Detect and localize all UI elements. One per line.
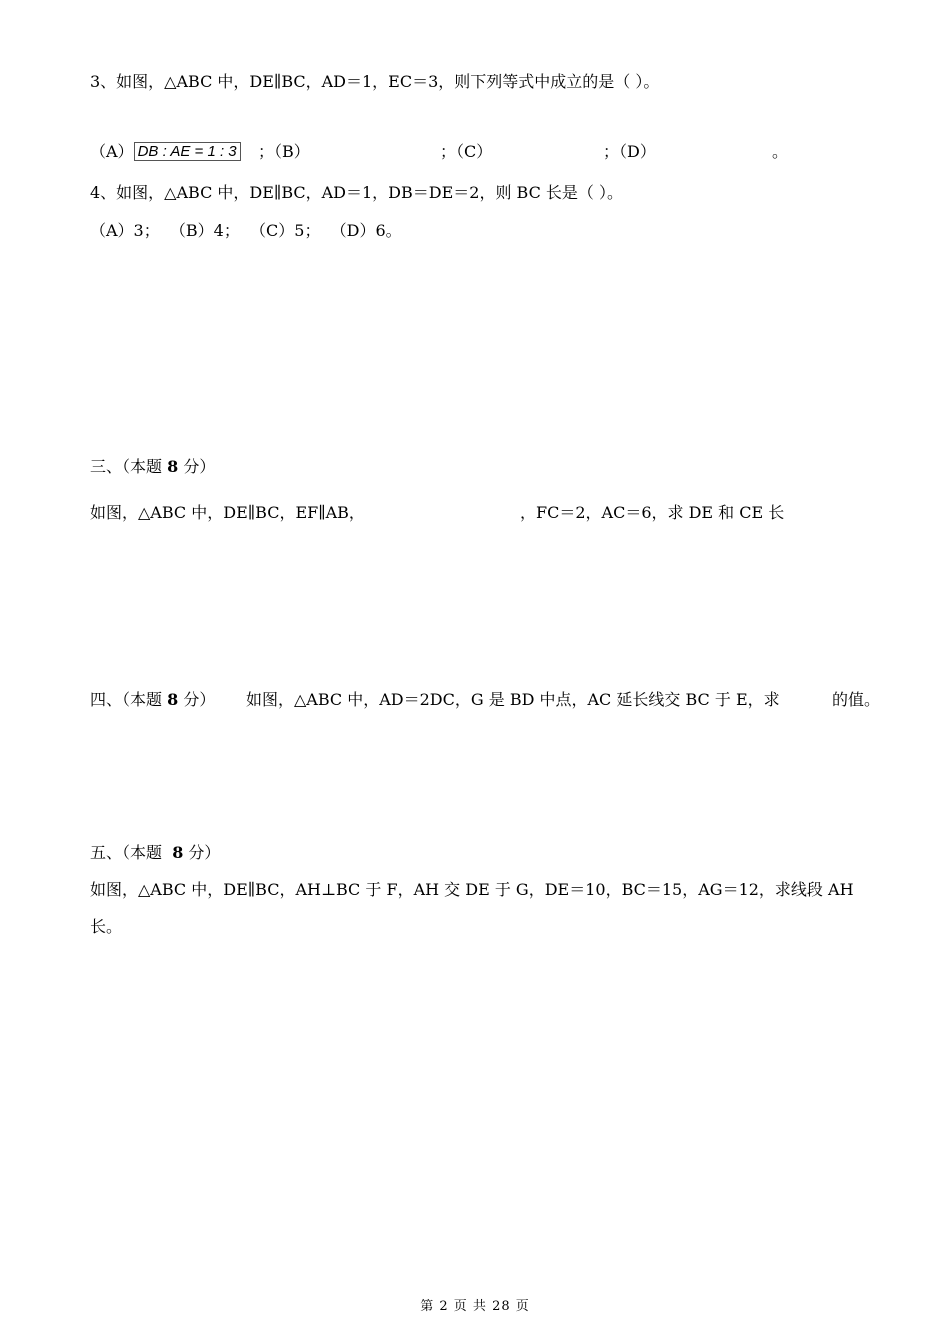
section-3-points: 8 <box>167 457 179 476</box>
footer-page-number: 2 <box>439 1299 449 1314</box>
question-4-options: （A）3； （B）4； （C）5； （D）6。 <box>90 221 402 240</box>
section-4-heading <box>90 690 215 710</box>
section-5-heading <box>90 843 220 863</box>
section-5-heading-pre: 五、（本题 <box>90 843 173 862</box>
option-c-label: ；（C） <box>440 142 493 161</box>
footer-total-pages: 28 <box>492 1299 511 1314</box>
section-3-heading <box>90 457 215 477</box>
page-footer <box>0 1295 950 1314</box>
footer-pre: 第 <box>420 1299 440 1314</box>
option-b-label: ；（B） <box>258 142 310 161</box>
question-4-text: 4、如图，△ABC 中，DE∥BC，AD＝1，DB＝DE＝2，则 BC 长是（ ）。 <box>90 183 624 202</box>
section-3-heading-post: 分） <box>178 457 216 476</box>
section-3-text-2: ，FC＝2，AC＝6，求 DE 和 CE 长 <box>520 503 785 522</box>
section-4-text-2: 的值。 <box>832 690 881 709</box>
section-4-heading-pre: 四、（本题 <box>90 690 168 709</box>
option-d-end: 。 <box>772 142 789 161</box>
footer-mid: 页 共 <box>448 1299 493 1314</box>
section-5-text-2: 长。 <box>90 917 123 936</box>
section-5-points: 8 <box>172 843 184 862</box>
section-5-heading-post: 分） <box>183 843 221 862</box>
section-4-text-1: 如图，△ABC 中，AD＝2DC，G 是 BD 中点，AC 延长线交 BC 于 E，求 <box>246 690 780 709</box>
footer-post: 页 <box>510 1299 530 1314</box>
section-5-text-1: 如图，△ABC 中，DE∥BC，AH⊥BC 于 F，AH 交 DE 于 G，DE＝10，BC＝15，AG＝12，求线段 AH <box>90 880 854 899</box>
question-3-text: 3、如图，△ABC 中，DE∥BC，AD＝1，EC＝3，则下列等式中成立的是（ ）。 <box>90 72 660 91</box>
section-3-heading-pre: 三、（本题 <box>90 457 168 476</box>
option-a-label: （A） <box>90 142 134 161</box>
question-3-options <box>90 142 241 162</box>
section-3-text-1: 如图，△ABC 中，DE∥BC，EF∥AB， <box>90 503 365 522</box>
option-a-formula: DB : AE = 1 : 3 <box>134 142 241 161</box>
section-4-points: 8 <box>167 690 179 709</box>
section-4-heading-post: 分） <box>178 690 216 709</box>
option-d-label: ；（D） <box>603 142 656 161</box>
